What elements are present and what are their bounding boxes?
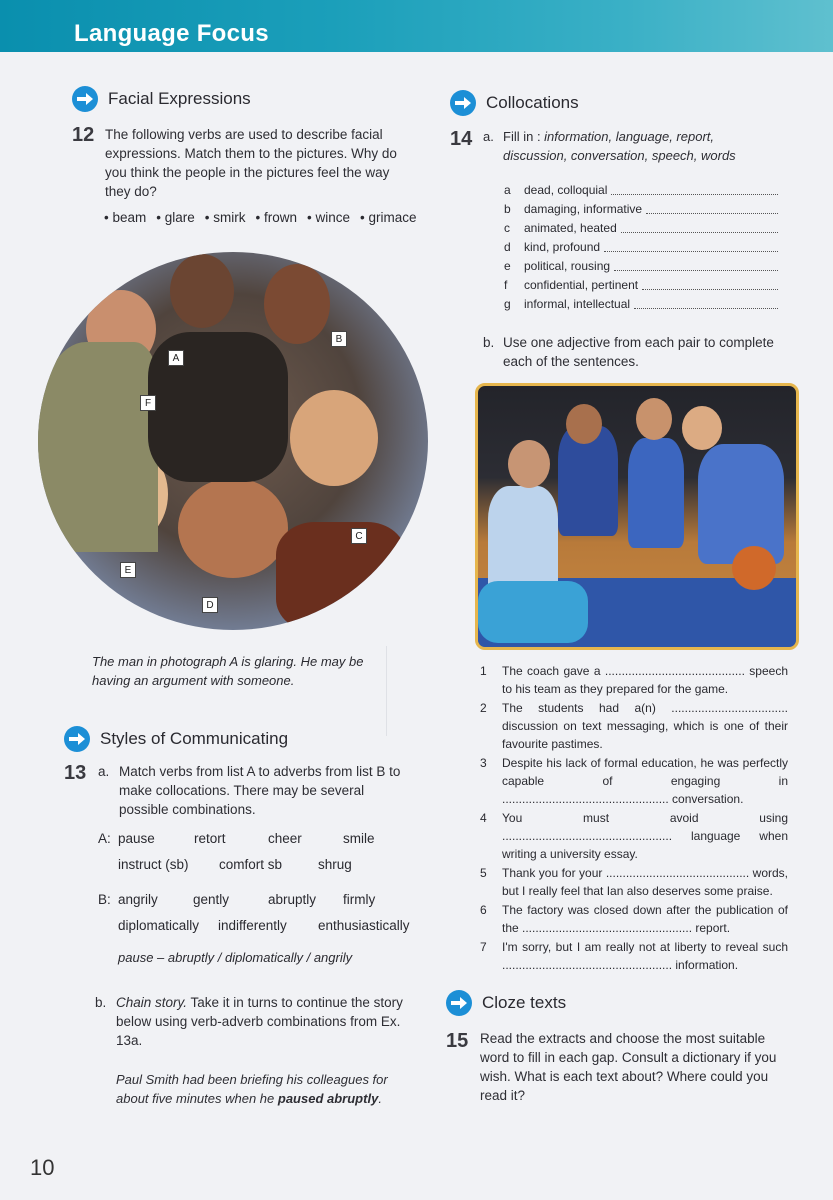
basketball (732, 546, 776, 590)
player-head (636, 398, 672, 440)
section-title: Collocations (486, 93, 579, 112)
section-header-facial-expressions (72, 86, 251, 112)
list-b-item: diplomatically (118, 918, 200, 933)
item-text: political, rousing (524, 258, 611, 273)
section-title: Facial Expressions (108, 89, 251, 108)
list-a-item: smile (343, 831, 375, 846)
shirt (276, 522, 406, 630)
section-title: Cloze texts (482, 993, 567, 1012)
answer-blank[interactable] (642, 280, 778, 290)
item-letter: d (504, 239, 511, 254)
item-text: damaging, informative (524, 201, 643, 216)
basketball-team-photo (475, 383, 799, 650)
list-b-item: angrily (118, 892, 158, 907)
item-text: dead, colloquial (524, 182, 608, 197)
item-text: You must avoid using ................................................... language when writing a university essay. (502, 811, 788, 861)
item-number: 2 (480, 701, 487, 715)
item-text: Thank you for your ........................................... words, but I really feel that Ian also deserves some praise. (502, 866, 788, 898)
answer-blank[interactable] (604, 242, 778, 252)
coach-legs (478, 581, 588, 643)
list-item (504, 294, 778, 313)
list-a-item: comfort sb (219, 857, 283, 872)
page-number: 10 (30, 1155, 55, 1180)
part-label: a. (98, 764, 110, 779)
coach-head (508, 440, 550, 488)
exercise-instructions: Read the extracts and choose the most suitable word to fill in each gap. Consult a dictionary if you wish. What is each text about? Where could you read it? (480, 1031, 777, 1103)
list-a-item: shrug (318, 857, 352, 872)
page-title: Language Focus (74, 20, 269, 47)
story-text: . (378, 1091, 382, 1106)
item-number: 4 (480, 811, 487, 825)
answer-blank[interactable] (614, 261, 778, 271)
sentence-list (480, 662, 788, 975)
item-number: 1 (480, 664, 487, 678)
arrow-right-icon (72, 86, 98, 112)
picture-label: B (331, 331, 347, 347)
item-text: animated, heated (524, 220, 617, 235)
item-letter: a (504, 182, 511, 197)
story-text: Paul Smith had been briefing his colleagues for about five minutes when he (116, 1072, 388, 1106)
list-item (504, 237, 778, 256)
part-label: a. (483, 129, 494, 144)
face-b (264, 264, 330, 344)
item-text: kind, profound (524, 239, 601, 254)
verb-item: • wince (307, 210, 350, 225)
item-text: Despite his lack of formal education, he was perfectly capable of engaging in .................................................. conversation. (502, 756, 788, 806)
story-highlight: paused abruptly (277, 1091, 379, 1106)
list-b-item: abruptly (268, 892, 317, 907)
list-item (480, 901, 788, 937)
picture-label: F (140, 395, 156, 411)
item-text: The students had a(n) ................................... discussion on text messaging, which is one of their favourite pastimes. (502, 701, 788, 751)
face-c (290, 390, 378, 486)
section-title: Styles of Communicating (100, 729, 289, 748)
verb-item: • frown (256, 210, 298, 225)
exercise-instructions: The following verbs are used to describe facial expressions. Match them to the pictures. Why do you think the people in the pictures feel the way they do? (105, 127, 397, 199)
arrow-right-icon (64, 726, 90, 752)
answer-blank[interactable] (621, 223, 778, 233)
list-a-item: pause (118, 831, 155, 846)
example-answer: The man in photograph A is glaring. He may be having an argument with someone. (92, 654, 364, 688)
player (628, 438, 684, 548)
list-item (504, 275, 778, 294)
list-item (504, 199, 778, 218)
item-number: 5 (480, 866, 487, 880)
verb-item: • grimace (360, 210, 417, 225)
answer-blank[interactable] (634, 299, 778, 309)
instructions-text: Take it in turns to continue the story below using verb-adverb combinations from Ex. 13a. (116, 995, 403, 1048)
arrow-right-icon (446, 990, 472, 1016)
arrow-right-icon (450, 90, 476, 116)
verb-item: • beam (104, 210, 146, 225)
list-b-item: enthusiastically (318, 918, 410, 933)
item-letter: g (504, 296, 511, 311)
picture-label: D (202, 597, 218, 613)
list-a-item: cheer (268, 831, 302, 846)
story-opening (116, 1070, 402, 1108)
exercise-number: 13 (64, 762, 87, 784)
list-b-item: firmly (343, 892, 376, 907)
list-item (504, 256, 778, 275)
divider (386, 646, 387, 736)
verb-item: • glare (156, 210, 195, 225)
answer-blank[interactable] (646, 204, 778, 214)
picture-label: A (168, 350, 184, 366)
player (698, 444, 784, 564)
collocation-list (504, 180, 778, 313)
item-letter: b (504, 201, 511, 216)
verb-list (104, 210, 417, 225)
list-item (480, 938, 788, 974)
item-number: 3 (480, 756, 487, 770)
fill-in-label: Fill in : (503, 129, 545, 144)
picture-label: E (120, 562, 136, 578)
part-label: b. (483, 335, 495, 350)
face-a (170, 254, 234, 328)
list-a-item: retort (194, 831, 226, 846)
item-text: informal, intellectual (524, 296, 631, 311)
list-item (480, 809, 788, 863)
item-text: I'm sorry, but I am really not at liberty to reveal such ................................................... information. (502, 940, 788, 972)
example-answer: pause – abruptly / diplomatically / angrily (118, 950, 353, 965)
list-a-label: A: (98, 831, 111, 846)
item-letter: f (504, 277, 508, 292)
exercise-instructions: Use one adjective from each pair to complete each of the sentences. (503, 335, 774, 369)
list-item (480, 754, 788, 808)
exercise-number: 12 (72, 124, 95, 146)
item-letter: e (504, 258, 511, 273)
chain-story-label: Chain story. (116, 995, 188, 1010)
list-item (480, 699, 788, 753)
item-text: The factory was closed down after the publication of the ................................................... report. (502, 903, 788, 935)
word-bank: information, language, report, discussion, conversation, speech, words (503, 129, 736, 163)
section-header-collocations (450, 90, 579, 116)
exercise-instructions (116, 993, 412, 1050)
exercise-instructions (503, 127, 773, 165)
item-number: 7 (480, 940, 487, 954)
section-header-styles-of-communicating (64, 726, 288, 752)
part-label: b. (95, 995, 107, 1010)
list-item (504, 218, 778, 237)
item-letter: c (504, 220, 510, 235)
player-head (566, 404, 602, 444)
player-head (682, 406, 722, 450)
list-a-item: instruct (sb) (118, 857, 189, 872)
exercise-number: 15 (446, 1030, 469, 1052)
item-number: 6 (480, 903, 487, 917)
list-item (504, 180, 778, 199)
item-text: The coach gave a .......................................... speech to his team as they prepared for the game. (502, 664, 788, 696)
faces-photo (38, 252, 428, 630)
coach (488, 486, 558, 596)
list-b-label: B: (98, 892, 111, 907)
exercise-instructions: Match verbs from list A to adverbs from list B to make collocations. There may be several possible combinations. (119, 764, 401, 817)
jacket (38, 342, 158, 552)
list-b-item: gently (193, 892, 230, 907)
item-text: confidential, pertinent (524, 277, 639, 292)
section-header-cloze-texts (446, 990, 566, 1016)
verb-item: • smirk (205, 210, 246, 225)
face-d (178, 478, 288, 578)
answer-blank[interactable] (611, 185, 778, 195)
picture-label: C (351, 528, 367, 544)
list-b-item: indifferently (218, 918, 287, 933)
list-item (480, 662, 788, 698)
list-item (480, 864, 788, 900)
exercise-number: 14 (450, 128, 473, 150)
